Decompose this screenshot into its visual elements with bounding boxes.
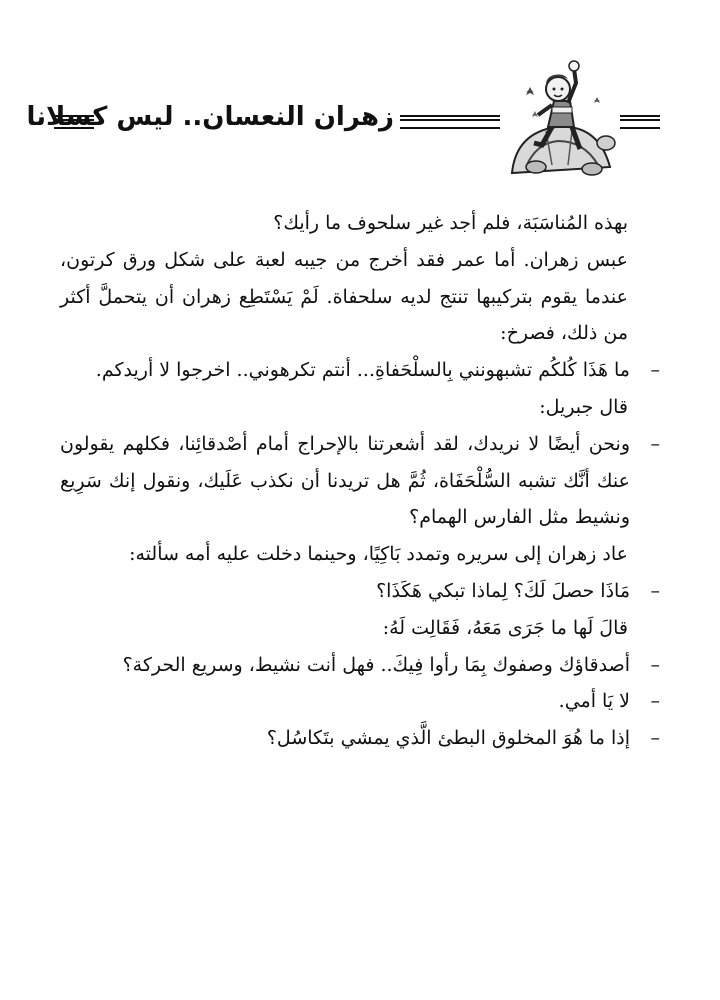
dialogue-text: ما هَذَا كُلكُم تشبهونني بِالسلْحَفاةِ... أنتم تكرهوني.. اخرجوا لا أريدكم.: [95, 359, 630, 382]
dialogue-text: أصدقاؤك وصفوك بِمَا رأوا فِيكَ.. فهل أنت نشيط، وسريع الحركة؟: [122, 653, 630, 676]
dialogue-dash: –: [650, 579, 660, 602]
header-rule-right: [620, 115, 660, 129]
dialogue-text: لا يَا أمي.: [558, 690, 630, 713]
dialogue-line-2: [60, 426, 660, 536]
header-rule-middle: [400, 115, 500, 129]
page-title: زهران النعسان.. ليس كسلانا: [26, 102, 394, 132]
page-header: [26, 55, 680, 180]
dialogue-text: إذا ما هُوَ المخلوق البطئ الَّذي يمشي بتَكاسُل؟: [266, 727, 630, 750]
dialogue-dash: –: [650, 690, 660, 713]
dialogue-text: مَاذَا حصلَ لَكَ؟ لِماذا تبكي هَكَذَا؟: [376, 579, 630, 602]
dialogue-line-3: [60, 573, 660, 610]
paragraph-5: قالَ لَها ما جَرَى مَعَهُ، فَقَالِت لَهُ:: [382, 616, 628, 639]
paragraph-3: قال جبريل:: [539, 395, 628, 418]
dialogue-dash: –: [650, 359, 660, 382]
paragraph-1: بهذه المُناسَبَة، فلم أجد غير سلحوف ما رأيك؟: [273, 212, 628, 234]
dialogue-dash: –: [650, 727, 660, 750]
paragraph-4: عاد زهران إلى سريره وتمدد بَاكِيًا، وحينما دخلت عليه أمه سألته:: [129, 543, 628, 566]
dialogue-line-4: [60, 647, 660, 684]
story-text: [60, 205, 660, 757]
dialogue-dash: –: [650, 653, 660, 676]
dialogue-line-5: [60, 683, 660, 720]
dialogue-line-6: [60, 720, 660, 757]
boy-riding-tortoise-illustration: [506, 55, 616, 180]
dialogue-text: ونحن أيضًا لا نريدك، لقد أشعرتنا بالإحراج أمام أصْدقائِنا، فكلهم يقولون عنك أنَّك تشبه السُّلْحَفَاة، ثُمَّ هل تريدنا أن نكذب عَلَيك، ونقول إنك سَرِيع ونشيط مثل الفارس الهمام؟: [60, 432, 630, 529]
dialogue-dash: –: [650, 432, 660, 455]
dialogue-line-1: [60, 352, 660, 389]
paragraph-2: عبس زهران. أما عمر فقد أخرج من جيبه لعبة على شكل ورق كرتون، عندما يقوم بتركيبها تنتج لديه سلحفاة. لَمْ يَسْتَطِع زهران أن يتحملَّ أكثر من ذلك، فصرخ:: [60, 248, 628, 345]
